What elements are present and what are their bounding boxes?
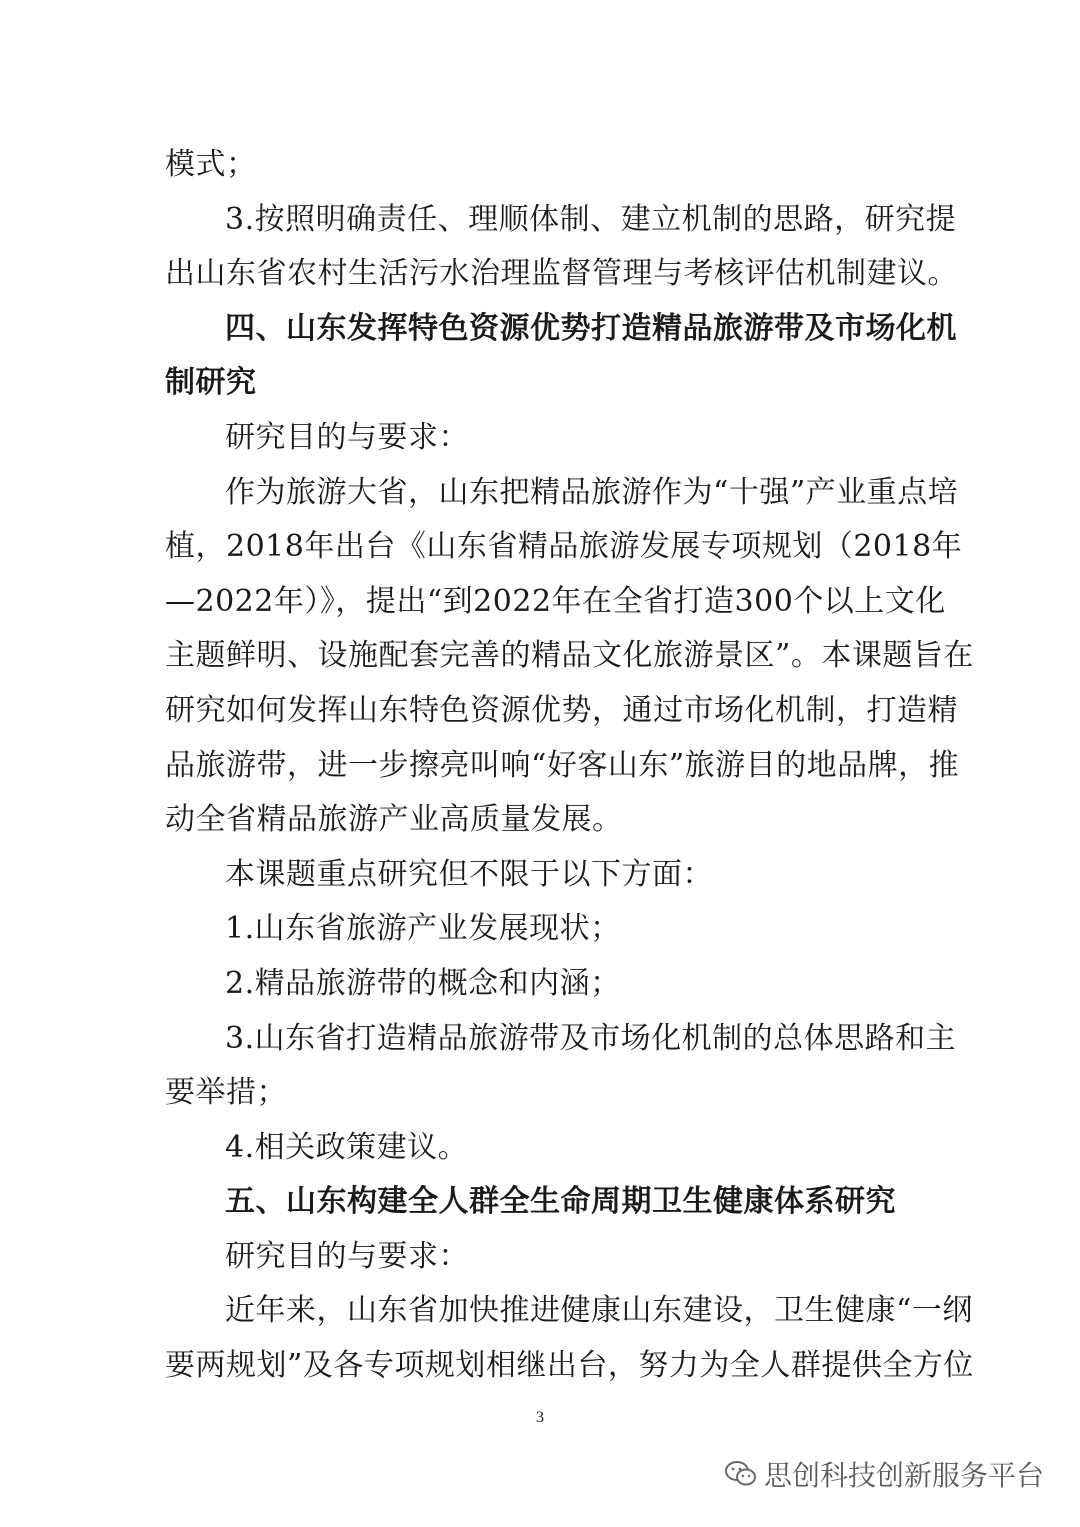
text-line: 要举措； (165, 1075, 287, 1111)
watermark (724, 1454, 1044, 1494)
text-line: 模式； (165, 147, 257, 182)
text-line: 要两规划”及各专项规划相继出台，努力为全人群提供全方位 (165, 1348, 974, 1384)
text-line: 研究如何发挥山东特色资源优势，通过市场化机制，打造精 (165, 692, 958, 728)
text-line: 研究目的与要求： (225, 419, 469, 455)
document-body (165, 138, 974, 1394)
text-line: 3.按照明确责任、理顺体制、建立机制的思路，研究提 (225, 201, 957, 237)
text-line: 3.山东省打造精品旅游带及市场化机制的总体思路和主 (225, 1020, 957, 1056)
text-line: 近年来，山东省加快推进健康山东建设，卫生健康“一纲 (225, 1293, 973, 1329)
text-line: 主题鲜明、设施配套完善的精品文化旅游景区”。本课题旨在 (165, 638, 974, 674)
watermark-text: 思创科技创新服务平台 (763, 1459, 1044, 1492)
text-line: 本课题重点研究但不限于以下方面： (225, 856, 713, 892)
text-line: 1.山东省旅游产业发展现状； (225, 911, 621, 947)
section-heading-line: 四、山东发挥特色资源优势打造精品旅游带及市场化机 (225, 310, 957, 346)
page-number: 3 (536, 1409, 544, 1426)
section-heading-line: 五、山东构建全人群全生命周期卫生健康体系研究 (225, 1184, 896, 1220)
text-line: 出山东省农村生活污水治理监督管理与考核评估机制建议。 (165, 256, 958, 292)
text-line: 品旅游带，进一步擦亮叫响“好客山东”旅游目的地品牌，推 (165, 747, 960, 783)
text-line: 植，2018年出台《山东省精品旅游发展专项规划（2018年 (165, 529, 963, 565)
text-line: —2022年）》，提出“到2022年在全省打造300个以上文化 (165, 583, 946, 619)
text-line: 2.精品旅游带的概念和内涵； (225, 965, 621, 1001)
text-line: 作为旅游大省，山东把精品旅游作为“十强”产业重点培 (225, 474, 959, 510)
text-line: 研究目的与要求： (225, 1238, 469, 1274)
wechat-icon (724, 1459, 758, 1489)
section-heading-line: 制研究 (165, 365, 257, 401)
text-line: 4.相关政策建议。 (225, 1129, 469, 1165)
text-line: 动全省精品旅游产业高质量发展。 (165, 802, 623, 838)
